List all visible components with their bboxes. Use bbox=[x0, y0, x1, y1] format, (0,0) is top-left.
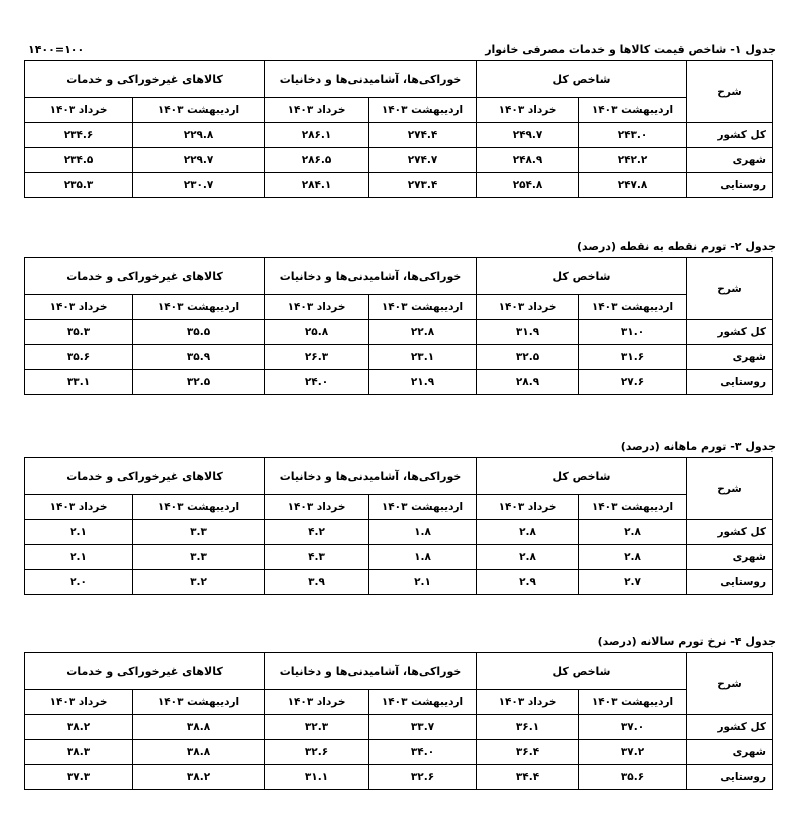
value-cell: ۲۸۶.۱ bbox=[265, 123, 369, 148]
value-cell: ۲.۱ bbox=[25, 545, 133, 570]
table-title: جدول ۳- تورم ماهانه (درصد) bbox=[620, 440, 776, 453]
value-cell: ۲۳۵.۳ bbox=[25, 173, 133, 198]
month-header-cell: اردیبهشت ۱۴۰۳ bbox=[579, 495, 687, 520]
value-cell: ۴.۳ bbox=[265, 545, 369, 570]
value-cell: ۲.۱ bbox=[369, 570, 477, 595]
value-cell: ۲.۱ bbox=[25, 520, 133, 545]
value-cell: ۲.۸ bbox=[579, 520, 687, 545]
table-row bbox=[25, 320, 773, 345]
value-cell: ۳۵.۵ bbox=[133, 320, 265, 345]
month-header-cell: خرداد ۱۴۰۳ bbox=[477, 495, 579, 520]
month-header-cell: خرداد ۱۴۰۳ bbox=[265, 690, 369, 715]
month-header-cell: اردیبهشت ۱۴۰۳ bbox=[579, 690, 687, 715]
row-header-cell: شرح bbox=[687, 458, 773, 520]
value-cell: ۲۲.۸ bbox=[369, 320, 477, 345]
group-header-cell: کالاهای غیرخوراکی و خدمات bbox=[25, 458, 265, 495]
month-header-cell: اردیبهشت ۱۴۰۳ bbox=[369, 98, 477, 123]
month-header-cell: خرداد ۱۴۰۳ bbox=[25, 295, 133, 320]
month-header-cell: اردیبهشت ۱۴۰۳ bbox=[579, 98, 687, 123]
table-row bbox=[25, 765, 773, 790]
data-table bbox=[24, 60, 773, 198]
value-cell: ۳۷.۳ bbox=[25, 765, 133, 790]
value-cell: ۳۷.۰ bbox=[579, 715, 687, 740]
value-cell: ۲۸.۹ bbox=[477, 370, 579, 395]
value-cell: ۳۷.۲ bbox=[579, 740, 687, 765]
value-cell: ۳۵.۳ bbox=[25, 320, 133, 345]
base-year-note: ۱۴۰۰=۱۰۰ bbox=[28, 43, 85, 56]
value-cell: ۲۳۰.۷ bbox=[133, 173, 265, 198]
value-cell: ۲۵۴.۸ bbox=[477, 173, 579, 198]
value-cell: ۳۲.۵ bbox=[133, 370, 265, 395]
row-label-cell: کل کشور bbox=[687, 715, 773, 740]
row-label-cell: شهری bbox=[687, 740, 773, 765]
value-cell: ۳.۹ bbox=[265, 570, 369, 595]
month-header-cell: خرداد ۱۴۰۳ bbox=[25, 495, 133, 520]
table-title: جدول ۱- شاخص قیمت کالاها و خدمات مصرفی خانوار bbox=[485, 43, 776, 56]
value-cell: ۲.۸ bbox=[477, 545, 579, 570]
group-header-cell: خوراکی‌ها، آشامیدنی‌ها و دخانیات bbox=[265, 61, 477, 98]
month-header-cell: خرداد ۱۴۰۳ bbox=[265, 98, 369, 123]
group-header-cell: شاخص کل bbox=[477, 653, 687, 690]
month-header-cell: خرداد ۱۴۰۳ bbox=[265, 495, 369, 520]
value-cell: ۲۴۹.۷ bbox=[477, 123, 579, 148]
value-cell: ۲۳۴.۶ bbox=[25, 123, 133, 148]
value-cell: ۳۱.۶ bbox=[579, 345, 687, 370]
table-block-2 bbox=[24, 237, 776, 395]
value-cell: ۲.۹ bbox=[477, 570, 579, 595]
table-row bbox=[25, 715, 773, 740]
row-label-cell: روستایی bbox=[687, 570, 773, 595]
value-cell: ۳۸.۸ bbox=[133, 715, 265, 740]
row-label-cell: کل کشور bbox=[687, 123, 773, 148]
value-cell: ۲۸۴.۱ bbox=[265, 173, 369, 198]
month-header-cell: اردیبهشت ۱۴۰۳ bbox=[369, 690, 477, 715]
month-header-cell: اردیبهشت ۱۴۰۳ bbox=[133, 690, 265, 715]
value-cell: ۳۳.۱ bbox=[25, 370, 133, 395]
group-header-cell: خوراکی‌ها، آشامیدنی‌ها و دخانیات bbox=[265, 258, 477, 295]
month-header-cell: خرداد ۱۴۰۳ bbox=[25, 690, 133, 715]
row-header-cell: شرح bbox=[687, 653, 773, 715]
value-cell: ۲۴۳.۰ bbox=[579, 123, 687, 148]
month-header-cell: خرداد ۱۴۰۳ bbox=[25, 98, 133, 123]
value-cell: ۳۸.۳ bbox=[25, 740, 133, 765]
value-cell: ۳.۲ bbox=[133, 570, 265, 595]
row-label-cell: کل کشور bbox=[687, 320, 773, 345]
data-table bbox=[24, 457, 773, 595]
value-cell: ۲۲۹.۸ bbox=[133, 123, 265, 148]
row-label-cell: روستایی bbox=[687, 765, 773, 790]
month-header-cell: اردیبهشت ۱۴۰۳ bbox=[369, 295, 477, 320]
value-cell: ۲۵.۸ bbox=[265, 320, 369, 345]
value-cell: ۲۷.۶ bbox=[579, 370, 687, 395]
table-block-3 bbox=[24, 437, 776, 595]
value-cell: ۲۶.۳ bbox=[265, 345, 369, 370]
month-header-cell: خرداد ۱۴۰۳ bbox=[477, 295, 579, 320]
group-header-cell: شاخص کل bbox=[477, 61, 687, 98]
group-header-cell: کالاهای غیرخوراکی و خدمات bbox=[25, 258, 265, 295]
table-row bbox=[25, 520, 773, 545]
row-label-cell: شهری bbox=[687, 345, 773, 370]
value-cell: ۳۱.۹ bbox=[477, 320, 579, 345]
table-caption bbox=[24, 237, 776, 257]
value-cell: ۳۳.۷ bbox=[369, 715, 477, 740]
value-cell: ۳۸.۲ bbox=[25, 715, 133, 740]
value-cell: ۳۴.۰ bbox=[369, 740, 477, 765]
value-cell: ۱.۸ bbox=[369, 520, 477, 545]
group-header-cell: کالاهای غیرخوراکی و خدمات bbox=[25, 61, 265, 98]
value-cell: ۳۲.۶ bbox=[369, 765, 477, 790]
row-label-cell: روستایی bbox=[687, 370, 773, 395]
group-header-cell: شاخص کل bbox=[477, 458, 687, 495]
value-cell: ۳۶.۴ bbox=[477, 740, 579, 765]
table-row bbox=[25, 345, 773, 370]
value-cell: ۲۴۲.۲ bbox=[579, 148, 687, 173]
month-header-cell: اردیبهشت ۱۴۰۳ bbox=[369, 495, 477, 520]
value-cell: ۲۴.۰ bbox=[265, 370, 369, 395]
row-label-cell: شهری bbox=[687, 148, 773, 173]
row-header-cell: شرح bbox=[687, 258, 773, 320]
value-cell: ۳.۳ bbox=[133, 545, 265, 570]
value-cell: ۴.۲ bbox=[265, 520, 369, 545]
value-cell: ۲۷۴.۷ bbox=[369, 148, 477, 173]
month-header-cell: اردیبهشت ۱۴۰۳ bbox=[133, 98, 265, 123]
value-cell: ۳۴.۴ bbox=[477, 765, 579, 790]
value-cell: ۲۳.۱ bbox=[369, 345, 477, 370]
group-header-cell: شاخص کل bbox=[477, 258, 687, 295]
value-cell: ۳۵.۹ bbox=[133, 345, 265, 370]
table-title: جدول ۲- تورم نقطه به نقطه (درصد) bbox=[576, 240, 776, 253]
group-header-cell: خوراکی‌ها، آشامیدنی‌ها و دخانیات bbox=[265, 458, 477, 495]
value-cell: ۲.۷ bbox=[579, 570, 687, 595]
table-row bbox=[25, 570, 773, 595]
value-cell: ۳۸.۸ bbox=[133, 740, 265, 765]
value-cell: ۲۷۳.۴ bbox=[369, 173, 477, 198]
value-cell: ۳۲.۶ bbox=[265, 740, 369, 765]
value-cell: ۲۴۷.۸ bbox=[579, 173, 687, 198]
value-cell: ۲۷۴.۴ bbox=[369, 123, 477, 148]
value-cell: ۲۸۶.۵ bbox=[265, 148, 369, 173]
month-header-cell: اردیبهشت ۱۴۰۳ bbox=[133, 295, 265, 320]
group-header-cell: کالاهای غیرخوراکی و خدمات bbox=[25, 653, 265, 690]
value-cell: ۲۳۴.۵ bbox=[25, 148, 133, 173]
value-cell: ۳۲.۵ bbox=[477, 345, 579, 370]
table-row bbox=[25, 123, 773, 148]
table-row bbox=[25, 370, 773, 395]
table-block-4 bbox=[24, 632, 776, 790]
month-header-cell: خرداد ۱۴۰۳ bbox=[477, 98, 579, 123]
table-row bbox=[25, 740, 773, 765]
value-cell: ۳۵.۶ bbox=[25, 345, 133, 370]
value-cell: ۲۲۹.۷ bbox=[133, 148, 265, 173]
value-cell: ۳۶.۱ bbox=[477, 715, 579, 740]
month-header-cell: خرداد ۱۴۰۳ bbox=[477, 690, 579, 715]
data-table bbox=[24, 652, 773, 790]
month-header-cell: اردیبهشت ۱۴۰۳ bbox=[133, 495, 265, 520]
table-caption bbox=[24, 632, 776, 652]
group-header-cell: خوراکی‌ها، آشامیدنی‌ها و دخانیات bbox=[265, 653, 477, 690]
value-cell: ۱.۸ bbox=[369, 545, 477, 570]
value-cell: ۲.۸ bbox=[579, 545, 687, 570]
row-label-cell: کل کشور bbox=[687, 520, 773, 545]
value-cell: ۳۱.۱ bbox=[265, 765, 369, 790]
value-cell: ۳۱.۰ bbox=[579, 320, 687, 345]
table-caption bbox=[24, 437, 776, 457]
table-title: جدول ۴- نرخ تورم سالانه (درصد) bbox=[597, 635, 776, 648]
value-cell: ۳۸.۲ bbox=[133, 765, 265, 790]
row-header-cell: شرح bbox=[687, 61, 773, 123]
table-row bbox=[25, 545, 773, 570]
month-header-cell: خرداد ۱۴۰۳ bbox=[265, 295, 369, 320]
value-cell: ۲.۸ bbox=[477, 520, 579, 545]
value-cell: ۲.۰ bbox=[25, 570, 133, 595]
data-table bbox=[24, 257, 773, 395]
value-cell: ۳۵.۶ bbox=[579, 765, 687, 790]
value-cell: ۳۲.۳ bbox=[265, 715, 369, 740]
table-row bbox=[25, 173, 773, 198]
table-caption bbox=[24, 40, 776, 60]
row-label-cell: شهری bbox=[687, 545, 773, 570]
value-cell: ۲۴۸.۹ bbox=[477, 148, 579, 173]
table-block-1 bbox=[24, 40, 776, 198]
value-cell: ۳.۳ bbox=[133, 520, 265, 545]
row-label-cell: روستایی bbox=[687, 173, 773, 198]
value-cell: ۲۱.۹ bbox=[369, 370, 477, 395]
month-header-cell: اردیبهشت ۱۴۰۳ bbox=[579, 295, 687, 320]
table-row bbox=[25, 148, 773, 173]
